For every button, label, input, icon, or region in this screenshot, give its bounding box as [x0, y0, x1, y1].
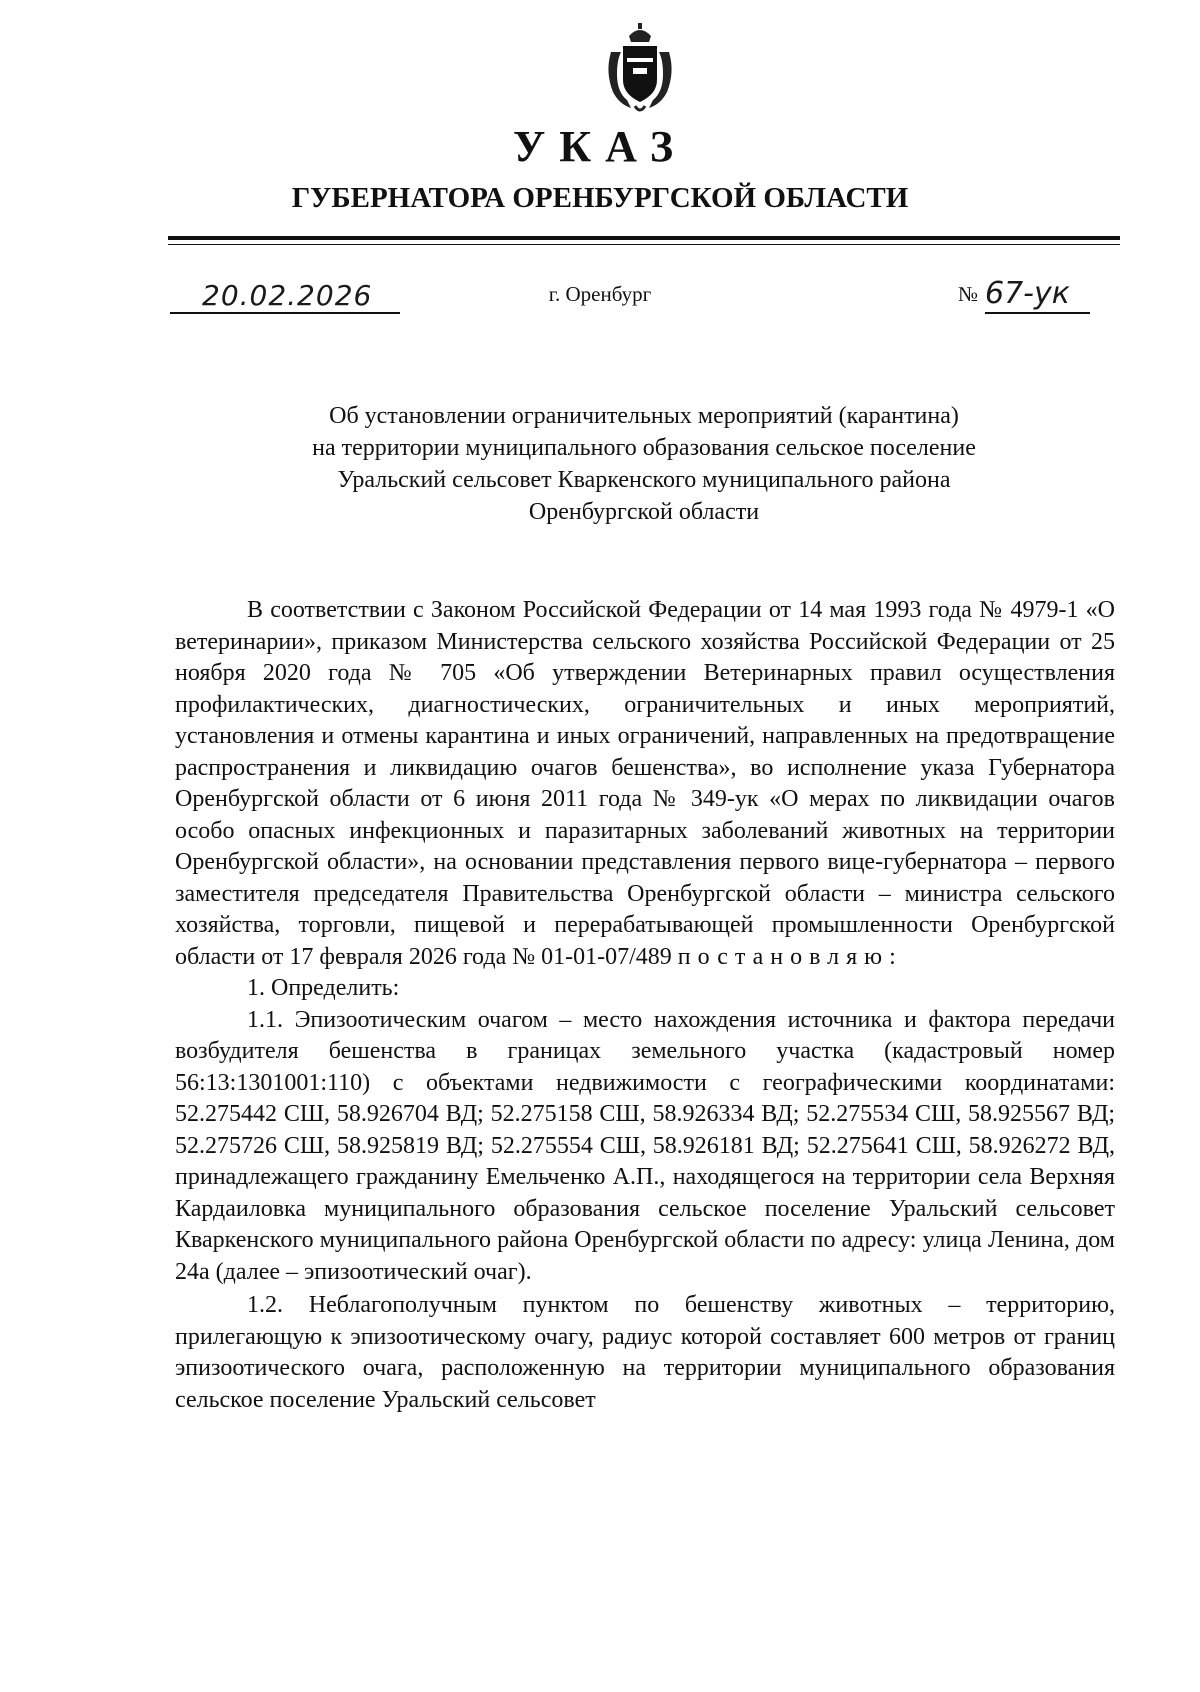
number-sign: №: [958, 282, 979, 306]
item-1: 1. Определить:: [247, 975, 400, 1001]
item-1-1: 1.1. Эпизоотическим очагом – место нахождения источника и фактора передачи возбудителя бешенства в границах земельного участка (кадастровый номер 56:13:1301001:110) с объектами недвижимости с географическими координатами: 52.275442 СШ, 58.926704 ВД; 52.275158 СШ, 58.926334 ВД; 52.275534 СШ, 58.925567 ВД; 52.275726 СШ, 58.925819 ВД; 52.275554 СШ, 58.926181 ВД; 52.275641 СШ, 58.926272 ВД, принадлежащего гражданину Емельченко А.П., находящегося на территории села Верхняя Кардаиловка муниципального образования сельское поселение Уральский сельсовет Кваркенского муниципального района Оренбургской области по адресу: улица Ленина, дом 24а (далее – эпизоотический очаг).: [175, 1006, 1115, 1285]
document-city: г. Оренбург: [548, 282, 652, 306]
subject-line: Уральский сельсовет Кваркенского муниципального района: [337, 467, 951, 493]
subject-line: Об установлении ограничительных мероприятий (карантина): [329, 403, 959, 429]
preamble-text: В соответствии с Законом Российской Федерации от 14 мая 1993 года № 4979-1 «О ветеринарии», приказом Министерства сельского хозяйства Российской Федерации от 25 ноября 2020 года № 705 «Об утверждении Ветеринарных правил осуществления профилактических, диагностических, ограничительных и иных мероприятий, установления и отмены карантина и иных ограничений, направленных на предотвращение распространения и ликвидацию очагов бешенства», во исполнение указа Губернатора Оренбургской области от 6 июня 2011 года № 349-ук «О мерах по ликвидации очагов особо опасных инфекционных и паразитарных заболеваний животных на территории Оренбургской области», на основании представления первого вице-губернатора – первого заместителя председателя Правительства Оренбургской области – министра сельского хозяйства, торговли, пищевой и перерабатывающей промышленности Оренбургской области от 17 февраля 2026 года № 01-01-07/489: [175, 597, 1115, 970]
document-body: [175, 595, 1115, 1416]
document-number: 67-ук: [985, 276, 1070, 311]
subject-line: на территории муниципального образования сельское поселение: [312, 435, 976, 461]
document-title: УКАЗ: [512, 122, 688, 171]
resolve-word: постановляю:: [677, 943, 903, 970]
document-issuer: ГУБЕРНАТОРА ОРЕНБУРГСКОЙ ОБЛАСТИ: [291, 182, 909, 214]
date-underline: [170, 312, 400, 314]
preamble-paragraph: [175, 595, 1115, 973]
document-date: 20.02.2026: [202, 279, 373, 312]
item-1-2: 1.2. Неблагополучным пунктом по бешенству животных – территорию, прилегающую к эпизоотическому очагу, радиус которой составляет 600 метров от границ эпизоотического очага, расположенную на территории муниципального образования сельское поселение Уральский сельсовет: [175, 1292, 1115, 1413]
header-rule-thin: [168, 244, 1120, 245]
subject-line: Оренбургской области: [528, 499, 760, 525]
coat-of-arms-icon: [605, 22, 675, 116]
header-rule-thick: [168, 236, 1120, 240]
document-subject: [168, 400, 1120, 528]
number-underline: [985, 312, 1090, 314]
